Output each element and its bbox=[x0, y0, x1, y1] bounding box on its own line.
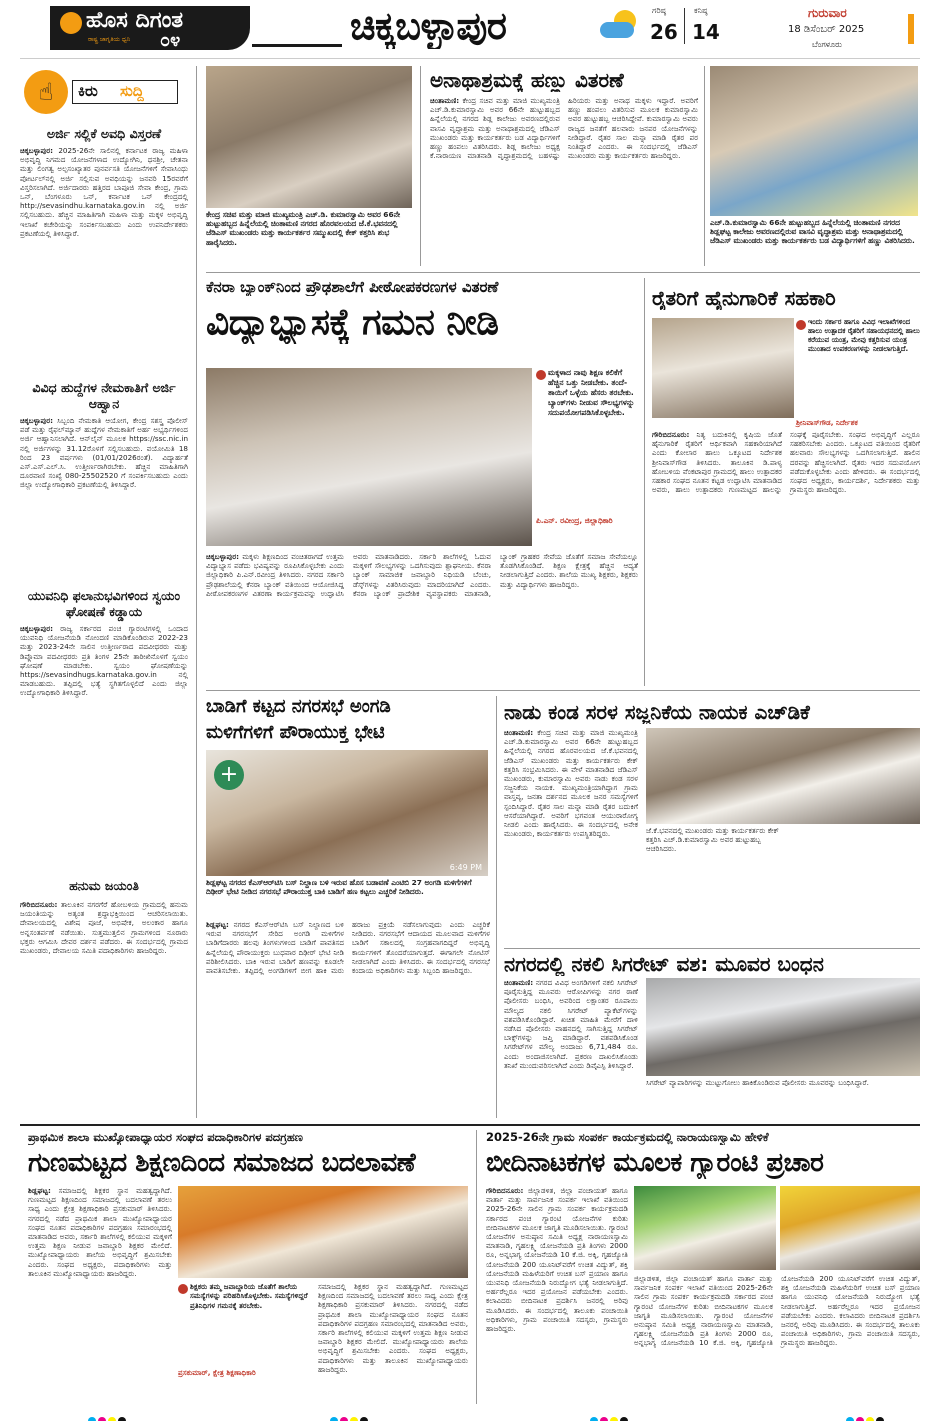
brief-text: ತಾಲೂಕಿನ ನಗರಗೆರೆ ಹೋಬಳಿಯ ಗ್ರಾಮದಲ್ಲಿ ಹನುಮ ಜಯಂತಿಯನ್ನು ಅತ್ಯಂತ ಶ್ರದ್ಧಾಭಕ್ತಿಯಿಂದ ಆಚರಿಸಲಾಯಿತು. ದೇವಾಲಯದಲ್ಲಿ ವಿಶೇಷ ಪೂಜೆ, ಅಭಿಷೇಕ, ಅಲಂಕಾರ ಹಾಗೂ ಅನ್ನಸಂತರ್ಪಣೆ ನಡೆಯಿತು. ಸುತ್ತಮುತ್ತಲಿನ ಗ್ರಾಮಗಳಿಂದ ನೂರಾರು ಭಕ್ತರು ಆಗಮಿಸಿ ದೇವರ ದರ್ಶನ ಪಡೆದರು. ಈ ಸಂದರ್ಭದಲ್ಲಿ ಗ್ರಾಮದ ಮುಖಂಡರು, ದೇವಾಲಯ ಸಮಿತಿ ಪದಾಧಿಕಾರಿಗಳು ಹಾಜರಿದ್ದರು. bbox=[20, 900, 188, 956]
story-body-cont bbox=[318, 1282, 468, 1402]
story-photo[interactable] bbox=[646, 728, 920, 824]
story-text: ಕೇಂದ್ರ ಸಚಿವ ಮತ್ತು ಮಾಜಿ ಮುಖ್ಯಮಂತ್ರಿ ಎಚ್.ಡಿ.ಕುಮಾರಸ್ವಾಮಿ ಅವರ 66ನೇ ಹುಟ್ಟುಹಬ್ಬದ ಹಿನ್ನೆಲೆಯಲ್ಲಿ ನಗರದ ಶಿಡ್ಲ ಕಾಲೇಜು ಅವರಣದಲ್ಲಿರುವ ವಾಸವಿ ವೃದ್ಧಾಶ್ರಮ ಮತ್ತು ಅನಾಥಾಶ್ರಮದಲ್ಲಿ ಜೆಡಿಎಸ್ ಮುಖಂಡರು ಮತ್ತು ಕಾರ್ಯಕರ್ತರು ಬಡ ವಿದ್ಯಾರ್ಥಿಗಳಿಗೆ ಹಣ್ಣು ಹಂಪಲು ವಿತರಿಸಿದರು. ಶಿಡ್ಲ ಕಾಲೇಜು ಅಧ್ಯಕ್ಷ ಕೆ.ನಾರಾಯಣ ಮಾತನಾಡಿ ವೃದ್ಧಾಶ್ರಮದಲ್ಲಿ ಬಹಳಷ್ಟು ಹಿರಿಯರು ಮತ್ತು ಅನಾಥ ಮಕ್ಕಳು ಇದ್ದಾರೆ. ಅವರಿಗೆ ಹಣ್ಣು ಹಂಪಲು ವಿತರಿಸುವ ಮೂಲಕ ಕುಮಾರಸ್ವಾಮಿ ಅವರ ಹುಟ್ಟುಹಬ್ಬ ಆಚರಿಸಿದ್ದೇವೆ. ಕುಮಾರಸ್ವಾಮಿ ಅವರು ರಾಜ್ಯದ ಜನತೆಗೆ ಹಲವಾರು ಜನಪರ ಯೋಜನೆಗಳನ್ನು ನೀಡಿದ್ದಾರೆ. ರೈತರ ಸಾಲ ಮನ್ನಾ ಮಾಡಿ ರೈತರ ಪರ ನಿಂತಿದ್ದಾರೆ ಎಂದರು. ಈ ಸಂದರ್ಭದಲ್ಲಿ ಜೆಡಿಎಸ್ ಮುಖಂಡರು ಮತ್ತು ಕಾರ್ಯಕರ್ತರು ಹಾಜರಿದ್ದರು. bbox=[430, 96, 698, 161]
story-dateline: ಶಿಡ್ಲಘಟ್ಟ: bbox=[28, 1186, 51, 1195]
story-headline-2[interactable]: ಮಳಿಗೆಗಳಿಗೆ ಪೌರಾಯುಕ್ತ ಭೇಟಿ bbox=[206, 722, 385, 743]
quote-box bbox=[178, 1282, 312, 1402]
brief-headline: ವಿವಿಧ ಹುದ್ದೆಗಳ ನೇಮಕಾತಿಗೆ ಅರ್ಜಿ ಆಹ್ವಾನ bbox=[32, 380, 176, 411]
photo-timestamp: 6:49 PM bbox=[449, 863, 482, 872]
story-photo[interactable] bbox=[710, 66, 918, 216]
pharmacy-cross-icon: + bbox=[214, 760, 244, 790]
issue-day: ಗುರುವಾರ bbox=[808, 6, 847, 20]
story-body-cont bbox=[634, 1274, 920, 1402]
quote-attribution: ಪಿ.ಎನ್. ರವೀಂದ್ರ, ಜಿಲ್ಲಾಧಿಕಾರಿ bbox=[536, 516, 613, 525]
print-dots-right bbox=[846, 1410, 886, 1421]
story-text-cont: ಜಿಲ್ಲಾಡಳಿತ, ಜಿಲ್ಲಾ ಪಂಚಾಯತ್ ಹಾಗೂ ವಾರ್ತಾ ಮತ್ತು ಸಾರ್ವಜನಿಕ ಸಂಪರ್ಕ ಇಲಾಖೆ ವತಿಯಿಂದ 2025-26ನೇ ಸಾಲಿನ ಗ್ರಾಮ ಸಂಪರ್ಕ ಕಾರ್ಯಕ್ರಮದಡಿ ಸರ್ಕಾರದ ಪಂಚ ಗ್ಯಾರಂಟಿ ಯೋಜನೆಗಳ ಕುರಿತು ಬೀದಿನಾಟಕಗಳ ಮೂಲಕ ಜಾಗೃತಿ ಮೂಡಿಸಲಾಯಿತು. ಗ್ಯಾರಂಟಿ ಯೋಜನೆಗಳ ಅನುಷ್ಠಾನ ಸಮಿತಿ ಅಧ್ಯಕ್ಷ ನಾರಾಯಣಸ್ವಾಮಿ ಮಾತನಾಡಿ, ಗೃಹಲಕ್ಷ್ಮಿ ಯೋಜನೆಯಡಿ ಪ್ರತಿ ತಿಂಗಳು 2000 ರೂ, ಅನ್ನಭಾಗ್ಯ ಯೋಜನೆಯಡಿ 10 ಕೆ.ಜಿ. ಅಕ್ಕಿ, ಗೃಹಜ್ಯೋತಿ ಯೋಜನೆಯಡಿ 200 ಯೂನಿಟ್‌ವರೆಗೆ ಉಚಿತ ವಿದ್ಯುತ್, ಶಕ್ತಿ ಯೋಜನೆಯಡಿ ಮಹಿಳೆಯರಿಗೆ ಉಚಿತ ಬಸ್ ಪ್ರಯಾಣ ಹಾಗೂ ಯುವನಿಧಿ ಯೋಜನೆಯಡಿ ನಿರುದ್ಯೋಗ ಭತ್ಯೆ ನೀಡಲಾಗುತ್ತಿದೆ. ಅರ್ಹರೆಲ್ಲರೂ ಇದರ ಪ್ರಯೋಜನ ಪಡೆಯಬೇಕು ಎಂದರು. ಕಲಾವಿದರು ಬೀದಿನಾಟಕ ಪ್ರದರ್ಶಿಸಿ ಜನರಲ್ಲಿ ಅರಿವು ಮೂಡಿಸಿದರು. ಈ ಸಂದರ್ಭದಲ್ಲಿ ತಾಲೂಕು ಪಂಚಾಯಿತಿ ಅಧಿಕಾರಿಗಳು, ಗ್ರಾಮ ಪಂಚಾಯಿತಿ ಸದಸ್ಯರು, ಗ್ರಾಮಸ್ಥರು ಹಾಜರಿದ್ದರು. bbox=[634, 1274, 920, 1348]
print-dots-center-left bbox=[330, 1410, 370, 1421]
story-text: ಸಮಾಜದಲ್ಲಿ ಶಿಕ್ಷಕರ ಸ್ಥಾನ ಮಹತ್ವದ್ದಾಗಿದೆ. ಗುಣಮಟ್ಟದ ಶಿಕ್ಷಣದಿಂದ ಸಮಾಜದಲ್ಲಿ ಬದಲಾವಣೆ ತರಲು ಸಾಧ್ಯ ಎಂದು ಕ್ಷೇತ್ರ ಶಿಕ್ಷಣಾಧಿಕಾರಿ ಪ್ರಸಕುಮಾರ್ ತಿಳಿಸಿದರು. ನಗರದಲ್ಲಿ ನಡೆದ ಪ್ರಾಥಮಿಕ ಶಾಲಾ ಮುಖ್ಯೋಪಾಧ್ಯಾಯರ ಸಂಘದ ನೂತನ ಪದಾಧಿಕಾರಿಗಳ ಪದಗ್ರಹಣ ಸಮಾರಂಭದಲ್ಲಿ ಮಾತನಾಡಿದ ಅವರು, ಸರ್ಕಾರಿ ಶಾಲೆಗಳಲ್ಲಿ ಕಲಿಯುವ ಮಕ್ಕಳಿಗೆ ಉತ್ತಮ ಶಿಕ್ಷಣ ನೀಡುವ ಜವಾಬ್ದಾರಿ ಶಿಕ್ಷಕರ ಮೇಲಿದೆ. ಮುಖ್ಯೋಪಾಧ್ಯಾಯರು ಶಾಲೆಯ ಅಭಿವೃದ್ಧಿಗೆ ಶ್ರಮಿಸಬೇಕು ಎಂದರು. ಸಂಘದ ಅಧ್ಯಕ್ಷರು, ಪದಾಧಿಕಾರಿಗಳು ಮತ್ತು ತಾಲೂಕಿನ ಮುಖ್ಯೋಪಾಧ್ಯಾಯರು ಹಾಜರಿದ್ದರು. bbox=[28, 1186, 172, 1278]
briefs-label-2: ಸುದ್ದಿ bbox=[120, 82, 144, 100]
weather-icon bbox=[600, 10, 640, 42]
briefs-column bbox=[20, 66, 188, 1118]
section-rule bbox=[206, 272, 920, 273]
briefs-section-label bbox=[24, 70, 184, 114]
edition-title: ಚಿಕ್ಕಬಳ್ಳಾಪುರ bbox=[350, 4, 507, 48]
column-divider bbox=[704, 66, 705, 266]
story-headline[interactable]: ಅನಾಥಾಶ್ರಮಕ್ಕೆ ಹಣ್ಣು ವಿತರಣೆ bbox=[430, 68, 624, 92]
story-photo[interactable] bbox=[206, 750, 488, 876]
briefs-divider bbox=[196, 66, 197, 1118]
print-dots-left bbox=[88, 1410, 128, 1421]
print-dots-center-right bbox=[590, 1410, 630, 1421]
story-headline[interactable]: ನಾಡು ಕಂಡ ಸರಳ ಸಜ್ಜನಿಕೆಯ ನಾಯಕ ಎಚ್‌ಡಿಕೆ bbox=[504, 700, 810, 724]
section-rule bbox=[504, 948, 920, 949]
story-headline[interactable]: ಬೀದಿನಾಟಕಗಳ ಮೂಲಕ ಗ್ಯಾರಂಟಿ ಪ್ರಚಾರ bbox=[486, 1148, 824, 1178]
quote-text: ಶಿಕ್ಷಕರು ತಮ್ಮ ಜವಾಬ್ದಾರಿಯ ಜೊತೆಗೆ ಶಾಲೆಯ ಸಮಸ್ಯೆಗಳನ್ನು ಪರಿಹರಿಸಿಕೊಳ್ಳಬೇಕು. ಸಮಸ್ಯೆಗಳಿದ್ದರೆ ಪ್ರತಿನಿಧಿಗಳ ಗಮನಕ್ಕೆ ತರಬೇಕು. bbox=[190, 1282, 308, 1310]
paper-tagline: ರಾಷ್ಟ್ರ ಜಾಗೃತಿಯ ಧ್ವನಿ bbox=[88, 36, 131, 43]
photo-caption: ಶಿಡ್ಲಘಟ್ಟ ನಗರದ ಕೆಎಸ್‌ಆರ್‌ಟಿಸಿ ಬಸ್ ನಿಲ್ದಾಣ ಬಳಿ ಇರುವ ಹೊಸ ಬಡಾವಣೆ ಎಂಟಿಬಿ 27 ಅಂಗಡಿ ಮಳಿಗೆಗಳಿಗೆ ದಿಢೀರ್ ಭೇಟಿ ನೀಡಿದ ನಗರಸಭೆ ಪೌರಾಯುಕ್ತ ಬಾಕಿ ಬಾಡಿಗೆ ಹಣ ಕಟ್ಟಲು ಎಚ್ಚರಿಕೆ ನೀಡಿದರು. bbox=[206, 878, 472, 897]
story-body bbox=[504, 728, 638, 946]
masthead bbox=[0, 0, 945, 56]
quote-icon bbox=[178, 1284, 188, 1294]
story-body bbox=[206, 552, 638, 684]
story-kicker: ಪ್ರಾಥಮಿಕ ಶಾಲಾ ಮುಖ್ಯೋಪಾಧ್ಯಾಯರ ಸಂಘದ ಪದಾಧಿಕಾರಿಗಳ ಪದಗ್ರಹಣ bbox=[28, 1130, 303, 1144]
min-temp-label: ಕನಿಷ್ಠ bbox=[694, 6, 708, 15]
story-body bbox=[486, 1186, 628, 1401]
story-photo[interactable] bbox=[178, 1186, 468, 1278]
min-temp: 14 bbox=[692, 20, 720, 44]
page-number: ೦೪ bbox=[160, 30, 181, 51]
quote-attribution: ಶ್ರೀನಿವಾಸ್‌ಗೌಡ, ನಿರ್ದೇಶಕ bbox=[796, 418, 858, 427]
column-divider bbox=[476, 1130, 477, 1404]
brief-body bbox=[20, 624, 188, 874]
story-dateline: ಚಿಂತಾಮಣಿ: bbox=[504, 978, 534, 987]
quote-box bbox=[796, 318, 920, 430]
logo-emblem-icon bbox=[60, 12, 82, 34]
brief-dateline: ಗೌರಿಬಿದನೂರು: bbox=[20, 900, 58, 909]
story-body bbox=[206, 920, 490, 1118]
story-headline[interactable]: ರೈತರಿಗೆ ಹೈನುಗಾರಿಕೆ ಸಹಕಾರಿ bbox=[652, 286, 836, 310]
story-headline[interactable]: ನಗರದಲ್ಲಿ ನಕಲಿ ಸಿಗರೇಟ್ ವಶ: ಮೂವರ ಬಂಧನ bbox=[504, 952, 824, 976]
max-temp-label: ಗರಿಷ್ಠ bbox=[652, 6, 666, 15]
cloud-shape bbox=[600, 22, 634, 38]
photo-caption: ಜೆ.ಕೆ.ಭವನದಲ್ಲಿ ಮುಖಂಡರು ಮತ್ತು ಕಾರ್ಯಕರ್ತರು ಕೇಕ್ ಕತ್ತರಿಸಿ ಎಚ್.ಡಿ.ಕುಮಾರಸ್ವಾಮಿ ಅವರ ಹುಟ್ಟುಹಬ್ಬ ಆಚರಿಸಿದರು. bbox=[646, 826, 779, 854]
column-divider bbox=[496, 696, 497, 1118]
story-photo[interactable] bbox=[206, 66, 412, 208]
bottom-section-rule bbox=[20, 1124, 920, 1126]
column-divider bbox=[420, 66, 421, 266]
photo-caption: ಸಿಗರೇಟ್ ವ್ಯಾಪಾರಿಗಳನ್ನು ಮುಟ್ಟುಗೋಲು ಹಾಕಿಕೊಂಡಿರುವ ಪೊಲೀಸರು ಮೂವರನ್ನು ಬಂಧಿಸಿದ್ದಾರೆ. bbox=[646, 1078, 869, 1087]
temp-divider bbox=[684, 8, 685, 44]
brief-text: ಸಿಬ್ಬಂದಿ ನೇಮಕಾತಿ ಆಯೋಗ, ಕೇಂದ್ರ ಸಶಸ್ತ್ರ ಪೊಲೀಸ್ ಪಡೆ ಮತ್ತು ರೈಫಲ್‌ಮ್ಯಾನ್ ಹುದ್ದೆಗಳ ನೇಮಕಾತಿಗೆ ಅರ್ಹ ಅಭ್ಯರ್ಥಿಗಳಿಂದ ಅರ್ಜಿ ಆಹ್ವಾನಿಸಲಾಗಿದೆ. ಆನ್‌ಲೈನ್ ಮೂಲಕ https://ssc.nic.in ನಲ್ಲಿ ಅರ್ಜಿಗಳನ್ನು 31.12ರೊಳಗೆ ಸಲ್ಲಿಸಬಹುದು. ವಯೋಮಿತಿ 18 ರಿಂದ 23 ವರ್ಷಗಳು (01/01/2026ರಂತೆ). ವಿದ್ಯಾರ್ಹತೆ ಎಸ್.ಎಸ್.ಎಲ್.ಸಿ. ಉತ್ತೀರ್ಣರಾಗಿರಬೇಕು. ಹೆಚ್ಚಿನ ಮಾಹಿತಿಗಾಗಿ ದೂರವಾಣಿ ಸಂಖ್ಯೆ 080-25502520 ಗೆ ಸಂಪರ್ಕಿಸಬಹುದು ಎಂದು ಜಿಲ್ಲಾ ಉದ್ಯೋಗಾಧಿಕಾರಿ ಪ್ರಕಟಣೆಯಲ್ಲಿ ತಿಳಿಸಿದ್ದಾರೆ. bbox=[20, 416, 188, 490]
story-dateline: ಚಿಂತಾಮಣಿ: bbox=[430, 96, 460, 105]
story-headline[interactable]: ವಿದ್ಯಾಭ್ಯಾಸಕ್ಕೆ ಗಮನ ನೀಡಿ bbox=[206, 302, 499, 343]
quote-text: ಇಂದು ಸರ್ಕಾರ ಹಾಗೂ ವಿವಿಧ ಇಲಾಖೆಗಳಿಂದ ಹಾಲು ಉತ್ಪಾದಕ ರೈತರಿಗೆ ಸಹಾಯಧನದಲ್ಲಿ ಹಾಲು ಕರೆಯುವ ಯಂತ್ರ, ಮೇವು ಕತ್ತರಿಸುವ ಯಂತ್ರ ಮುಂತಾದ ಉಪಕರಣಗಳನ್ನು ನೀಡಲಾಗುತ್ತಿದೆ. bbox=[808, 318, 920, 353]
quote-icon bbox=[796, 320, 806, 330]
story-text: ನಿತ್ಯ ಬದುಕಿನಲ್ಲಿ ಕೃಷಿಯ ಜೊತೆ ಹೈನುಗಾರಿಕೆ ರೈತರಿಗೆ ಆರ್ಥಿಕವಾಗಿ ಸಹಕಾರಿಯಾಗಿದೆ ಎಂದು ಕೋಲಾರ ಹಾಲು ಒಕ್ಕೂಟದ ನಿರ್ದೇಶಕ ಶ್ರೀನಿವಾಸ್‌ಗೌಡ ತಿಳಿಸಿದರು. ತಾಲೂಕಿನ ಡಿ.ಪಾಳ್ಯ ಹೋಬಳಿಯ ವೆಂಕಟಾಪುರ ಗ್ರಾಮದಲ್ಲಿ ಹಾಲು ಉತ್ಪಾದಕರ ಸಹಕಾರ ಸಂಘದ ನೂತನ ಕಟ್ಟಡ ಉದ್ಘಾಟಿಸಿ ಮಾತನಾಡಿದ ಅವರು, ಹಾಲು ಉತ್ಪಾದಕರು ಗುಣಮಟ್ಟದ ಹಾಲನ್ನು ಸಂಘಕ್ಕೆ ಪೂರೈಸಬೇಕು. ಸಂಘದ ಅಭಿವೃದ್ಧಿಗೆ ಎಲ್ಲರೂ ಸಹಕರಿಸಬೇಕು ಎಂದರು. ಒಕ್ಕೂಟದ ವತಿಯಿಂದ ರೈತರಿಗೆ ಹಲವಾರು ಸೌಲಭ್ಯಗಳನ್ನು ಒದಗಿಸಲಾಗುತ್ತಿದೆ. ಹಾಲಿನ ದರವನ್ನು ಹೆಚ್ಚಿಸಲಾಗಿದೆ. ರೈತರು ಇದರ ಸದುಪಯೋಗ ಪಡೆದುಕೊಳ್ಳಬೇಕು ಎಂದು ಹೇಳಿದರು. ಈ ಸಂದರ್ಭದಲ್ಲಿ ಸಂಘದ ಅಧ್ಯಕ್ಷರು, ಕಾರ್ಯದರ್ಶಿ, ನಿರ್ದೇಶಕರು ಮತ್ತು ಗ್ರಾಮಸ್ಥರು ಹಾಜರಿದ್ದರು. bbox=[652, 430, 920, 495]
story-photo[interactable] bbox=[206, 368, 532, 546]
story-body bbox=[504, 978, 638, 1118]
issue-city: ಬೆಂಗಳೂರು bbox=[812, 40, 842, 49]
story-kicker: 2025-26ನೇ ಗ್ರಾಮ ಸಂಪರ್ಕ ಕಾರ್ಯಕ್ರಮದಲ್ಲಿ ನಾರಾಯಣಸ್ವಾಮಿ ಹೇಳಿಕೆ bbox=[486, 1130, 769, 1144]
story-dateline: ಗೌರಿಬಿದನೂರು: bbox=[486, 1186, 524, 1195]
brief-text: ರಾಜ್ಯ ಸರ್ಕಾರದ ಪಂಚ ಗ್ಯಾರಂಟಿಗಳಲ್ಲಿ ಒಂದಾದ ಯುವನಿಧಿ ಯೋಜನೆಯಡಿ ನೋಂದಣಿ ಮಾಡಿಕೊಂಡಿರುವ 2022-23 ಮತ್ತು 2023-24ನೇ ಸಾಲಿನ ಉತ್ತೀರ್ಣರಾದ ಪದವೀಧರರು ಮತ್ತು ಡಿಪ್ಲೊಮಾ ಪದವೀಧರರು ಪ್ರತಿ ತಿಂಗಳ 25ನೇ ತಾರೀಖಿನೊಳಗೆ ಸ್ವಯಂ ಘೋಷಣೆ ಮಾಡಬೇಕು. ಸ್ವಯಂ ಘೋಷಣೆಯನ್ನು https://sevasindhugs.karnataka.gov.in ನಲ್ಲಿ ಮಾಡಬಹುದು. ತಪ್ಪಿದಲ್ಲಿ ಭತ್ಯೆ ಸ್ಥಗಿತಗೊಳ್ಳಲಿದೆ ಎಂದು ಜಿಲ್ಲಾ ಉದ್ಯೋಗಾಧಿಕಾರಿ ತಿಳಿಸಿದ್ದಾರೆ. bbox=[20, 624, 188, 698]
quote-attribution: ಪ್ರಸಕುಮಾರ್, ಕ್ಷೇತ್ರ ಶಿಕ್ಷಣಾಧಿಕಾರಿ bbox=[178, 1368, 256, 1377]
brief-headline: ಅರ್ಜಿ ಸಲ್ಲಿಕೆ ಅವಧಿ ವಿಸ್ತರಣೆ bbox=[46, 126, 162, 141]
photo-caption: ಕೇಂದ್ರ ಸಚಿವ ಮತ್ತು ಮಾಜಿ ಮುಖ್ಯಮಂತ್ರಿ ಎಚ್.ಡಿ. ಕುಮಾರಸ್ವಾಮಿ ಅವರ 66ನೇ ಹುಟ್ಟುಹಬ್ಬದ ಹಿನ್ನೆಲೆಯಲ್ಲಿ ಚಿಂತಾಮಣಿ ನಗರದ ಹೊರವಲಯದ ಜೆ.ಕೆ.ಭವನದಲ್ಲಿ ಜೆಡಿಎಸ್ ಮುಖಂಡರು ಮತ್ತು ಕಾರ್ಯಕರ್ತರ ಸಮ್ಮುಖದಲ್ಲಿ ಕೇಕ್ ಕತ್ತರಿಸಿ ಶುಭ ಹಾರೈಸಿದರು. bbox=[206, 210, 401, 247]
story-body bbox=[430, 96, 698, 268]
story-body bbox=[652, 430, 920, 684]
brief-body bbox=[20, 416, 188, 584]
quote-box bbox=[534, 368, 638, 546]
story-photo[interactable] bbox=[780, 1186, 920, 1270]
story-photo[interactable] bbox=[634, 1186, 776, 1270]
column-divider bbox=[644, 278, 645, 686]
story-text: ನಗರದ ಕೆಎಸ್‌ಆರ್‌ಟಿಸಿ ಬಸ್ ನಿಲ್ದಾಣದ ಬಳಿ ಇರುವ ನಗರಸಭೆಗೆ ಸೇರಿದ ಅಂಗಡಿ ಮಳಿಗೆಗಳ ಬಾಡಿಗೆದಾರರು ಹಲವು ತಿಂಗಳುಗಳಿಂದ ಬಾಡಿಗೆ ಪಾವತಿಸದ ಹಿನ್ನೆಲೆಯಲ್ಲಿ ಪೌರಾಯುಕ್ತರು ಬುಧವಾರ ದಿಢೀರ್ ಭೇಟಿ ನೀಡಿ ಪರಿಶೀಲಿಸಿದರು. ಬಾಕಿ ಇರುವ ಬಾಡಿಗೆ ಹಣವನ್ನು ಕೂಡಲೇ ಪಾವತಿಸಬೇಕು. ತಪ್ಪಿದಲ್ಲಿ ಅಂಗಡಿಗಳಿಗೆ ಬೀಗ ಹಾಕಿ ಮರು ಹರಾಜು ಪ್ರಕ್ರಿಯೆ ನಡೆಸಲಾಗುವುದು ಎಂದು ಎಚ್ಚರಿಕೆ ನೀಡಿದರು. ನಗರಸಭೆಗೆ ಆದಾಯದ ಮೂಲವಾದ ಮಳಿಗೆಗಳ ಬಾಡಿಗೆ ಸಕಾಲದಲ್ಲಿ ಸಂಗ್ರಹವಾಗದಿದ್ದರೆ ಅಭಿವೃದ್ಧಿ ಕಾರ್ಯಗಳಿಗೆ ತೊಂದರೆಯಾಗುತ್ತದೆ. ಈಗಾಗಲೇ ನೋಟಿಸ್ ನೀಡಲಾಗಿದೆ ಎಂದು ತಿಳಿಸಿದರು. ಈ ಸಂದರ್ಭದಲ್ಲಿ ನಗರಸಭೆ ಕಂದಾಯ ಅಧಿಕಾರಿಗಳು ಮತ್ತು ಸಿಬ್ಬಂದಿ ಹಾಜರಿದ್ದರು. bbox=[206, 920, 490, 976]
paper-name: ಹೊಸ ದಿಗಂತ bbox=[86, 8, 184, 33]
quote-text: ಮಕ್ಕಳಾದ ನಾವು ಶಿಕ್ಷಣ ಕಲಿಕೆಗೆ ಹೆಚ್ಚಿನ ಒತ್ತು ನೀಡಬೇಕು. ತಂದೆ-ತಾಯಿಗೆ ಒಳ್ಳೆಯ ಹೆಸರು ತರಬೇಕು. ಬ್ಯಾಂಕ್‌ಗಳು ನೀಡುವ ಸೌಲಭ್ಯಗಳನ್ನು ಸದುಪಯೋಗಪಡಿಸಿಕೊಳ್ಳಬೇಕು. bbox=[548, 368, 635, 417]
masthead-accent-bar bbox=[908, 14, 914, 44]
story-text: ಕೇಂದ್ರ ಸಚಿವ ಮತ್ತು ಮಾಜಿ ಮುಖ್ಯಮಂತ್ರಿ ಎಚ್.ಡಿ.ಕುಮಾರಸ್ವಾಮಿ ಅವರ 66ನೇ ಹುಟ್ಟುಹಬ್ಬದ ಹಿನ್ನೆಲೆಯಲ್ಲಿ ನಗರದ ಹೊರವಲಯದ ಜೆ.ಕೆ.ಭವನದಲ್ಲಿ ಜೆಡಿಎಸ್ ಮುಖಂಡರು ಮತ್ತು ಕಾರ್ಯಕರ್ತರು ಕೇಕ್ ಕತ್ತರಿಸಿ ಸಂಭ್ರಮಿಸಿದರು. ಈ ವೇಳೆ ಮಾತನಾಡಿದ ಜೆಡಿಎಸ್ ಮುಖಂಡರು, ಕುಮಾರಸ್ವಾಮಿ ಅವರು ನಾಡು ಕಂಡ ಸರಳ ಸಜ್ಜನಿಕೆಯ ನಾಯಕ. ಮುಖ್ಯಮಂತ್ರಿಯಾಗಿದ್ದಾಗ ಗ್ರಾಮ ವಾಸ್ತವ್ಯ, ಜನತಾ ದರ್ಶನದ ಮೂಲಕ ಜನರ ಸಮಸ್ಯೆಗಳಿಗೆ ಸ್ಪಂದಿಸಿದ್ದಾರೆ. ರೈತರ ಸಾಲ ಮನ್ನಾ ಮಾಡಿ ರೈತರ ಬದುಕಿಗೆ ಆಸರೆಯಾಗಿದ್ದಾರೆ. ಅವರಿಗೆ ಭಗವಂತ ಆಯುರಾರೋಗ್ಯ ನೀಡಲಿ ಎಂದು ಹಾರೈಸಿದರು. ಈ ಸಂದರ್ಭದಲ್ಲಿ ಅನೇಕ ಮುಖಂಡರು, ಕಾರ್ಯಕರ್ತರು ಉಪಸ್ಥಿತರಿದ್ದರು. bbox=[504, 728, 638, 839]
brief-text: 2025-26ನೇ ಸಾಲಿನಲ್ಲಿ ಕರ್ನಾಟಕ ರಾಜ್ಯ ಮಹಿಳಾ ಅಭಿವೃದ್ಧಿ ನಿಗಮದ ಯೋಜನೆಗಳಾದ ಉದ್ಯೋಗಿನಿ, ಧನಶ್ರೀ, ಚೇತನಾ ಮತ್ತು ಲಿಂಗತ್ವ ಅಲ್ಪಸಂಖ್ಯಾತರ ಪುನರ್ವಸತಿ ಯೋಜನೆಗಳಿಗೆ ಸೇವಾಸಿಂಧು ಪೋರ್ಟಲ್‌ನಲ್ಲಿ ಅರ್ಜಿ ಸಲ್ಲಿಸುವ ಅವಧಿಯನ್ನು ಜನವರಿ 15ರವರೆಗೆ ವಿಸ್ತರಿಸಲಾಗಿದೆ. ಅರ್ಜಿದಾರರು ಹತ್ತಿರದ ಬಾಪೂಜಿ ಸೇವಾ ಕೇಂದ್ರ, ಗ್ರಾಮ ಒನ್, ಬೆಂಗಳೂರು ಒನ್, ಕರ್ನಾಟಕ ಒನ್ ಕೇಂದ್ರದಲ್ಲಿ http://sevasindhu.karnataka.gov.in ನಲ್ಲಿ ಅರ್ಜಿ ಸಲ್ಲಿಸಬಹುದು. ಹೆಚ್ಚಿನ ಮಾಹಿತಿಗಾಗಿ ಮಹಿಳಾ ಮತ್ತು ಮಕ್ಕಳ ಅಭಿವೃದ್ಧಿ ಇಲಾಖೆ ಕಚೇರಿಯನ್ನು ಸಂಪರ್ಕಿಸಬಹುದು ಎಂದು ಉಪನಿರ್ದೇಶಕರು ಪ್ರಕಟಣೆಯಲ್ಲಿ ತಿಳಿಸಿದ್ದಾರೆ. bbox=[20, 146, 188, 238]
story-photo[interactable] bbox=[652, 318, 794, 418]
story-dateline: ಚಿಕ್ಕಬಳ್ಳಾಪುರ: bbox=[206, 552, 240, 561]
story-dateline: ಗೌರಿಬಿದನೂರು: bbox=[652, 430, 690, 439]
brief-dateline: ಚಿಕ್ಕಬಳ್ಳಾಪುರ: bbox=[20, 416, 54, 425]
story-text-cont: ಸಮಾಜದಲ್ಲಿ ಶಿಕ್ಷಕರ ಸ್ಥಾನ ಮಹತ್ವದ್ದಾಗಿದೆ. ಗುಣಮಟ್ಟದ ಶಿಕ್ಷಣದಿಂದ ಸಮಾಜದಲ್ಲಿ ಬದಲಾವಣೆ ತರಲು ಸಾಧ್ಯ ಎಂದು ಕ್ಷೇತ್ರ ಶಿಕ್ಷಣಾಧಿಕಾರಿ ಪ್ರಸಕುಮಾರ್ ತಿಳಿಸಿದರು. ನಗರದಲ್ಲಿ ನಡೆದ ಪ್ರಾಥಮಿಕ ಶಾಲಾ ಮುಖ್ಯೋಪಾಧ್ಯಾಯರ ಸಂಘದ ನೂತನ ಪದಾಧಿಕಾರಿಗಳ ಪದಗ್ರಹಣ ಸಮಾರಂಭದಲ್ಲಿ ಮಾತನಾಡಿದ ಅವರು, ಸರ್ಕಾರಿ ಶಾಲೆಗಳಲ್ಲಿ ಕಲಿಯುವ ಮಕ್ಕಳಿಗೆ ಉತ್ತಮ ಶಿಕ್ಷಣ ನೀಡುವ ಜವಾಬ್ದಾರಿ ಶಿಕ್ಷಕರ ಮೇಲಿದೆ. ಮುಖ್ಯೋಪಾಧ್ಯಾಯರು ಶಾಲೆಯ ಅಭಿವೃದ್ಧಿಗೆ ಶ್ರಮಿಸಬೇಕು ಎಂದರು. ಸಂಘದ ಅಧ್ಯಕ್ಷರು, ಪದಾಧಿಕಾರಿಗಳು ಮತ್ತು ತಾಲೂಕಿನ ಮುಖ್ಯೋಪಾಧ್ಯಾಯರು ಹಾಜರಿದ್ದರು. bbox=[318, 1282, 468, 1374]
brief-headline: ಯುವನಿಧಿ ಫಲಾನುಭವಿಗಳಿಂದ ಸ್ವಯಂ ಘೋಷಣೆ ಕಡ್ಡಾಯ bbox=[27, 588, 181, 619]
max-temp: 26 bbox=[650, 20, 678, 44]
story-headline[interactable]: ಬಾಡಿಗೆ ಕಟ್ಟದ ನಗರಸಭೆ ಅಂಗಡಿ bbox=[206, 696, 391, 717]
briefs-hand-icon: ☝ bbox=[24, 70, 68, 114]
story-dateline: ಚಿಂತಾಮಣಿ: bbox=[504, 728, 534, 737]
story-kicker: ಕೆನರಾ ಬ್ಯಾಂಕ್‌ನಿಂದ ಪ್ರೌಢಶಾಲೆಗೆ ಪೀಠೋಪಕರಣಗಳ ವಿತರಣೆ bbox=[206, 278, 499, 296]
section-rule bbox=[206, 690, 920, 691]
story-text: ನಗರದ ವಿವಿಧ ಅಂಗಡಿಗಳಿಗೆ ನಕಲಿ ಸಿಗರೇಟ್ ಪೂರೈಸುತ್ತಿದ್ದ ಮೂವರು ಆರೋಪಿಗಳನ್ನು ನಗರ ಠಾಣೆ ಪೊಲೀಸರು ಬಂಧಿಸಿ, ಅವರಿಂದ ಲಕ್ಷಾಂತರ ರೂಪಾಯಿ ಮೌಲ್ಯದ ನಕಲಿ ಸಿಗರೇಟ್ ಪ್ಯಾಕೆಟ್‌ಗಳನ್ನು ವಶಪಡಿಸಿಕೊಂಡಿದ್ದಾರೆ. ಖಚಿತ ಮಾಹಿತಿ ಮೇರೆಗೆ ದಾಳಿ ನಡೆಸಿದ ಪೊಲೀಸರು ವಾಹನದಲ್ಲಿ ಸಾಗಿಸುತ್ತಿದ್ದ ಸಿಗರೇಟ್ ಬಾಕ್ಸ್‌ಗಳನ್ನು ಜಪ್ತಿ ಮಾಡಿದ್ದಾರೆ. ವಶಪಡಿಸಿಕೊಂಡ ಸಿಗರೇಟ್‌ಗಳ ಮೌಲ್ಯ ಅಂದಾಜು 6,71,484 ರೂ. ಎಂದು ಅಂದಾಜಿಸಲಾಗಿದೆ. ಪ್ರಕರಣ ದಾಖಲಿಸಿಕೊಂಡು ತನಿಖೆ ಮುಂದುವರಿಸಲಾಗಿದೆ ಎಂದು ಡಿವೈಎಸ್ಪಿ ತಿಳಿಸಿದ್ದಾರೆ. bbox=[504, 978, 638, 1070]
story-text: ಜಿಲ್ಲಾಡಳಿತ, ಜಿಲ್ಲಾ ಪಂಚಾಯತ್ ಹಾಗೂ ವಾರ್ತಾ ಮತ್ತು ಸಾರ್ವಜನಿಕ ಸಂಪರ್ಕ ಇಲಾಖೆ ವತಿಯಿಂದ 2025-26ನೇ ಸಾಲಿನ ಗ್ರಾಮ ಸಂಪರ್ಕ ಕಾರ್ಯಕ್ರಮದಡಿ ಸರ್ಕಾರದ ಪಂಚ ಗ್ಯಾರಂಟಿ ಯೋಜನೆಗಳ ಕುರಿತು ಬೀದಿನಾಟಕಗಳ ಮೂಲಕ ಜಾಗೃತಿ ಮೂಡಿಸಲಾಯಿತು. ಗ್ಯಾರಂಟಿ ಯೋಜನೆಗಳ ಅನುಷ್ಠಾನ ಸಮಿತಿ ಅಧ್ಯಕ್ಷ ನಾರಾಯಣಸ್ವಾಮಿ ಮಾತನಾಡಿ, ಗೃಹಲಕ್ಷ್ಮಿ ಯೋಜನೆಯಡಿ ಪ್ರತಿ ತಿಂಗಳು 2000 ರೂ, ಅನ್ನಭಾಗ್ಯ ಯೋಜನೆಯಡಿ 10 ಕೆ.ಜಿ. ಅಕ್ಕಿ, ಗೃಹಜ್ಯೋತಿ ಯೋಜನೆಯಡಿ 200 ಯೂನಿಟ್‌ವರೆಗೆ ಉಚಿತ ವಿದ್ಯುತ್, ಶಕ್ತಿ ಯೋಜನೆಯಡಿ ಮಹಿಳೆಯರಿಗೆ ಉಚಿತ ಬಸ್ ಪ್ರಯಾಣ ಹಾಗೂ ಯುವನಿಧಿ ಯೋಜನೆಯಡಿ ನಿರುದ್ಯೋಗ ಭತ್ಯೆ ನೀಡಲಾಗುತ್ತಿದೆ. ಅರ್ಹರೆಲ್ಲರೂ ಇದರ ಪ್ರಯೋಜನ ಪಡೆಯಬೇಕು ಎಂದರು. ಕಲಾವಿದರು ಬೀದಿನಾಟಕ ಪ್ರದರ್ಶಿಸಿ ಜನರಲ್ಲಿ ಅರಿವು ಮೂಡಿಸಿದರು. ಈ ಸಂದರ್ಭದಲ್ಲಿ ತಾಲೂಕು ಪಂಚಾಯಿತಿ ಅಧಿಕಾರಿಗಳು, ಗ್ರಾಮ ಪಂಚಾಯಿತಿ ಸದಸ್ಯರು, ಗ್ರಾಮಸ್ಥರು ಹಾಜರಿದ್ದರು. bbox=[486, 1186, 628, 1334]
brief-body bbox=[20, 900, 188, 1115]
story-text: ಮಕ್ಕಳು ಶಿಕ್ಷಣದಿಂದ ವಂಚಿತರಾಗದೆ ಉತ್ತಮ ವಿದ್ಯಾಭ್ಯಾಸ ಪಡೆದು ಭವಿಷ್ಯವನ್ನು ರೂಪಿಸಿಕೊಳ್ಳಬೇಕು ಎಂದು ಜಿಲ್ಲಾಧಿಕಾರಿ ಪಿ.ಎನ್.ರವೀಂದ್ರ ತಿಳಿಸಿದರು. ನಗರದ ಸರ್ಕಾರಿ ಪ್ರೌಢಶಾಲೆಯಲ್ಲಿ ಕೆನರಾ ಬ್ಯಾಂಕ್ ವತಿಯಿಂದ ಆಯೋಜಿಸಿದ್ದ ಪೀಠೋಪಕರಣಗಳ ವಿತರಣಾ ಕಾರ್ಯಕ್ರಮವನ್ನು ಉದ್ಘಾಟಿಸಿ ಅವರು ಮಾತನಾಡಿದರು. ಸರ್ಕಾರಿ ಶಾಲೆಗಳಲ್ಲಿ ಓದುವ ಮಕ್ಕಳಿಗೆ ಸೌಲಭ್ಯಗಳನ್ನು ಒದಗಿಸುವುದು ಶ್ಲಾಘನೀಯ. ಕೆನರಾ ಬ್ಯಾಂಕ್ ಸಾಮಾಜಿಕ ಜವಾಬ್ದಾರಿ ನಿಧಿಯಡಿ ಬೆಂಚು, ಡೆಸ್ಕ್‌ಗಳನ್ನು ವಿತರಿಸಿರುವುದು ಮಾದರಿಯಾಗಿದೆ ಎಂದರು. ಕೆನರಾ ಬ್ಯಾಂಕ್ ಪ್ರಾದೇಶಿಕ ವ್ಯವಸ್ಥಾಪಕರು ಮಾತನಾಡಿ, ಬ್ಯಾಂಕ್ ಗ್ರಾಹಕರ ಸೇವೆಯ ಜೊತೆಗೆ ಸಮಾಜ ಸೇವೆಯಲ್ಲೂ ತೊಡಗಿಸಿಕೊಂಡಿದೆ. ಶಿಕ್ಷಣ ಕ್ಷೇತ್ರಕ್ಕೆ ಹೆಚ್ಚಿನ ಆದ್ಯತೆ ನೀಡಲಾಗುತ್ತಿದೆ ಎಂದರು. ಶಾಲೆಯ ಮುಖ್ಯ ಶಿಕ್ಷಕರು, ಶಿಕ್ಷಕರು ಮತ್ತು ವಿದ್ಯಾರ್ಥಿಗಳು ಹಾಜರಿದ್ದರು. bbox=[206, 552, 638, 598]
masthead-rule bbox=[20, 58, 920, 59]
brief-body bbox=[20, 146, 188, 371]
photo-caption: ಎಚ್.ಡಿ.ಕುಮಾರಸ್ವಾಮಿ 66ನೇ ಹುಟ್ಟುಹಬ್ಬದ ಹಿನ್ನೆಲೆಯಲ್ಲಿ ಚಿಂತಾಮಣಿ ನಗರದ ಶಿಡ್ಲಘಟ್ಟ ಕಾಲೇಜು ಅವರಣದಲ್ಲಿರುವ ವಾಸವಿ ವೃದ್ಧಾಶ್ರಮ ಮತ್ತು ಅನಾಥಾಶ್ರಮದಲ್ಲಿ ಜೆಡಿಎಸ್ ಮುಖಂಡರು ಮತ್ತು ಕಾರ್ಯಕರ್ತರು ಬಡ ವಿದ್ಯಾರ್ಥಿಗಳಿಗೆ ಹಣ್ಣು ವಿತರಿಸಿದರು. bbox=[710, 218, 915, 246]
issue-date: 18 ಡಿಸೆಂಬರ್ 2025 bbox=[788, 24, 865, 35]
brief-dateline: ಚಿಕ್ಕಬಳ್ಳಾಪುರ: bbox=[20, 146, 54, 155]
brief-headline: ಹನುಮ ಜಯಂತಿ bbox=[69, 878, 139, 893]
paper-logo[interactable] bbox=[50, 6, 250, 50]
story-headline[interactable]: ಗುಣಮಟ್ಟದ ಶಿಕ್ಷಣದಿಂದ ಸಮಾಜದ ಬದಲಾವಣೆ bbox=[28, 1148, 416, 1178]
story-dateline: ಶಿಡ್ಲಘಟ್ಟ: bbox=[206, 920, 229, 929]
masthead-divider bbox=[252, 44, 342, 47]
story-body bbox=[28, 1186, 172, 1401]
brief-dateline: ಚಿಕ್ಕಬಳ್ಳಾಪುರ: bbox=[20, 624, 54, 633]
briefs-label-1: ಕಿರು bbox=[78, 82, 98, 100]
story-photo[interactable] bbox=[646, 978, 920, 1076]
quote-icon bbox=[536, 370, 546, 380]
